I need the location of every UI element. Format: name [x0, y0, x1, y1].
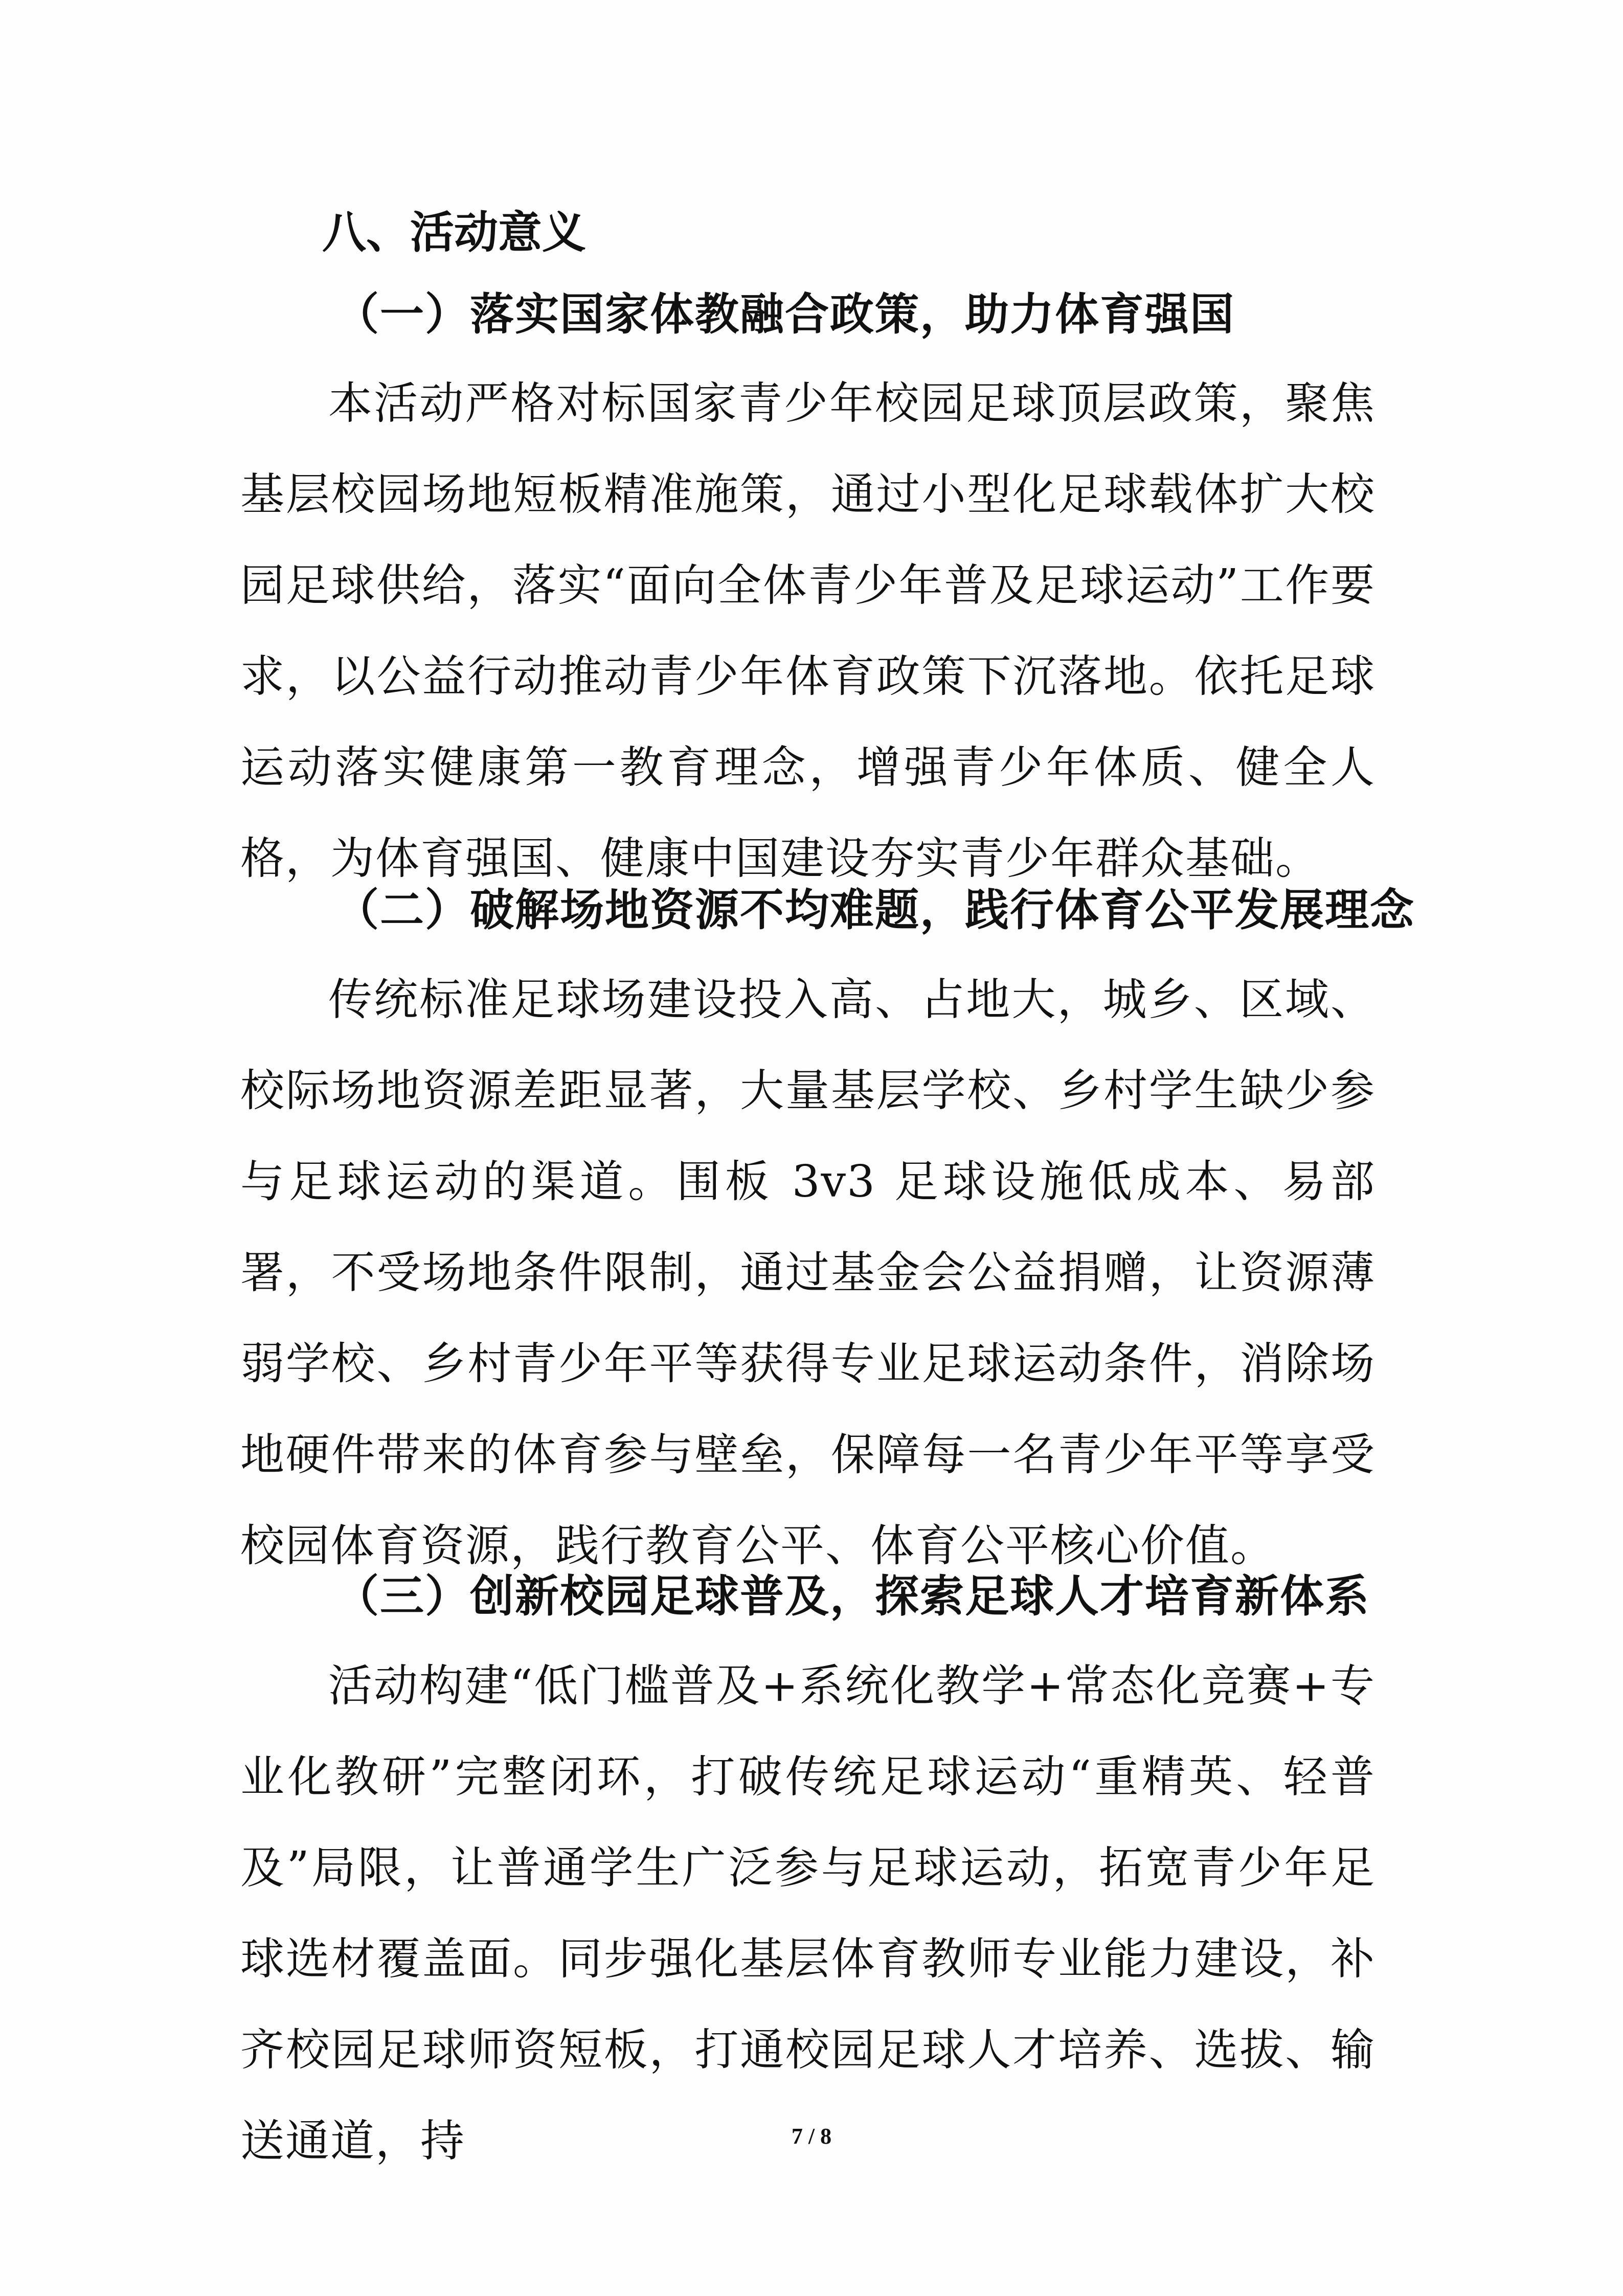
section-heading: 八、活动意义	[322, 207, 586, 258]
subsection-body-2: 传统标准足球场建设投入高、占地大，城乡、区域、校际场地资源差距显著，大量基层学校、乡村学生缺少参与足球运动的渠道。围板 3v3 足球设施低成本、易部署，不受场地条件限制，通过基金会公益捐赠，让资源薄弱学校、乡村青少年平等获得专业足球运动条件，消除场地硬件带来的体育参与壁垒，保障每一名青少年平等享受校园体育资源，践行教育公平、体育公平核心价值。	[240, 974, 1376, 1571]
subsection-title-3: （三）创新校园足球普及，探索足球人才培育新体系	[335, 1570, 1370, 1622]
subsection-body-3: 活动构建“低门槛普及+系统化教学+常态化竞赛+专业化教研”完整闭环，打破传统足球运动“重精英、轻普及”局限，让普通学生广泛参与足球运动，拓宽青少年足球选材覆盖面。同步强化基层体育教师专业能力建设，补齐校园足球师资短板，打通校园足球人才培养、选拔、输送通道，持	[240, 1660, 1376, 2167]
page-number: 7 / 8	[791, 2124, 832, 2149]
subsection-title-2: （二）破解场地资源不均难题，践行体育公平发展理念	[335, 884, 1415, 936]
subsection-title-1: （一）落实国家体教融合政策，助力体育强国	[335, 288, 1235, 340]
subsection-body-1: 本活动严格对标国家青少年校园足球顶层政策，聚焦基层校园场地短板精准施策，通过小型化足球载体扩大校园足球供给，落实“面向全体青少年普及足球运动”工作要求，以公益行动推动青少年体育政策下沉落地。依托足球运动落实健康第一教育理念，增强青少年体质、健全人格，为体育强国、健康中国建设夯实青少年群众基础。	[240, 378, 1376, 884]
